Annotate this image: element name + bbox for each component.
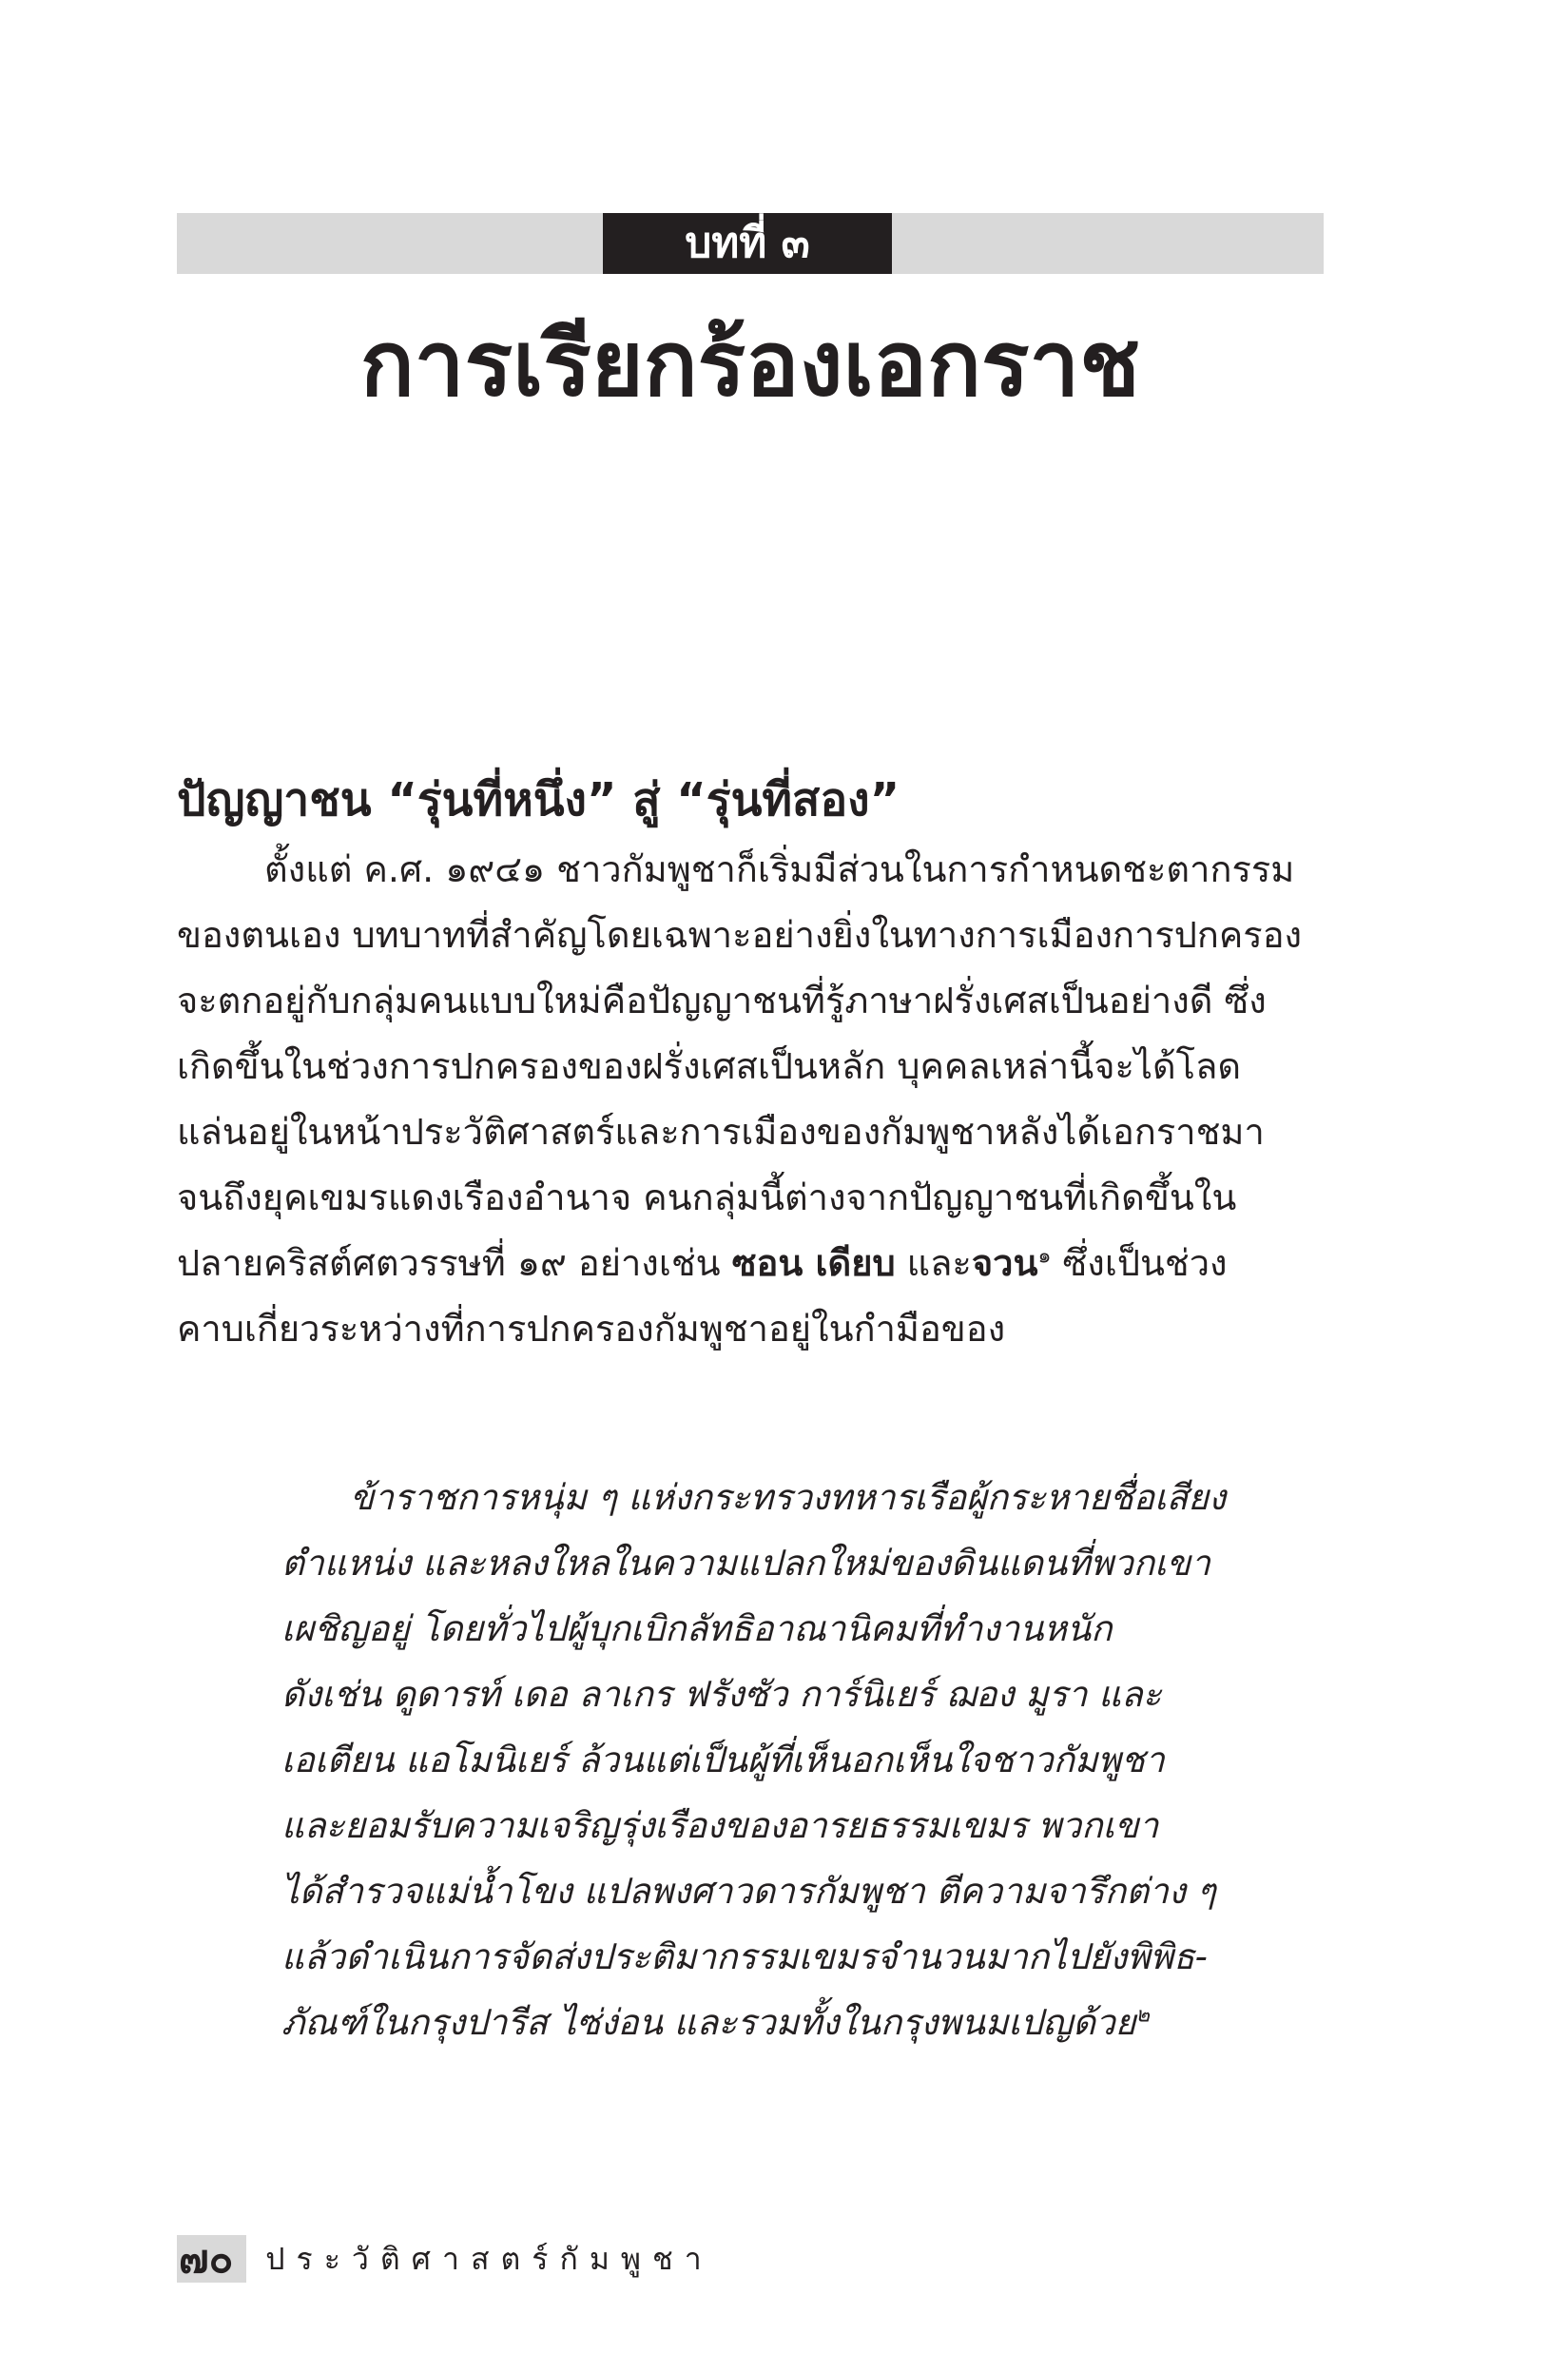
- quote-text-span: ภัณฑ์ในกรุงปารีส ไซ่ง่อน และรวมทั้งในกรุงพนมเปญด้วย: [281, 2002, 1136, 2043]
- quote-line: ดังเช่น ดูดารท์ เดอ ลาเกร ฟรังซัว การ์นิเยร์ ฌอง มูรา และ: [281, 1674, 1162, 1715]
- body-text-span: ซึ่งเป็นช่วง: [1051, 1242, 1228, 1284]
- quote-line: ได้สำรวจแม่น้ำโขง แปลพงศาวดารกัมพูชา ตีความจารึกต่าง ๆ: [281, 1871, 1216, 1912]
- quote-line: เอเตียน แอโมนิเยร์ ล้วนแต่เป็นผู้ที่เห็นอกเห็นใจชาวกัมพูชา: [281, 1740, 1165, 1780]
- body-line: ตั้งแต่ ค.ศ. ๑๙๔๑ ชาวกัมพูชาก็เริ่มมีส่วนในการกำหนดชะตากรรม: [264, 848, 1295, 890]
- body-line: แล่นอยู่ในหน้าประวัติศาสตร์และการเมืองของกัมพูชาหลังได้เอกราชมา: [177, 1111, 1265, 1153]
- body-paragraph: [177, 837, 1324, 1362]
- body-text-span: ปลายคริสต์ศตวรรษที่ ๑๙ อย่างเช่น: [177, 1242, 732, 1284]
- footnote-marker[interactable]: ๑: [1037, 1244, 1052, 1269]
- quote-line: ข้าราชการหนุ่ม ๆ แห่งกระทรวงทหารเรือผู้กระหายชื่อเสียง: [350, 1477, 1227, 1518]
- quote-line: [281, 1990, 1261, 2055]
- section-heading: ปัญญาชน “รุ่นที่หนึ่ง” สู่ “รุ่นที่สอง”: [177, 773, 900, 826]
- chapter-label: บทที่ ๓: [603, 213, 892, 274]
- block-quote: [281, 1465, 1261, 2055]
- quote-line: เผชิญอยู่ โดยทั่วไปผู้บุกเบิกลัทธิอาณานิคมที่ทำงานหนัก: [281, 1608, 1113, 1649]
- body-line: เกิดขึ้นในช่วงการปกครองของฝรั่งเศสเป็นหลัก บุคคลเหล่านี้จะได้โลด: [177, 1045, 1242, 1087]
- body-line: ของตนเอง บทบาทที่สำคัญโดยเฉพาะอย่างยิ่งในทางการเมืองการปกครอง: [177, 914, 1303, 956]
- body-line: คาบเกี่ยวระหว่างที่การปกครองกัมพูชาอยู่ในกำมือของ: [177, 1308, 1006, 1350]
- page-number: ๗๐: [177, 2235, 246, 2283]
- footnote-marker[interactable]: ๒: [1135, 2003, 1150, 2028]
- quote-line: แล้วดำเนินการจัดส่งประติมากรรมเขมรจำนวนมากไปยังพิพิธ-: [281, 1936, 1208, 1977]
- bold-name-chuon: จวน: [971, 1242, 1038, 1284]
- bold-name-son-diep: ซอน เดียบ: [731, 1242, 896, 1284]
- page-footer: [177, 2235, 713, 2283]
- body-text-span: และ: [895, 1242, 972, 1284]
- chapter-title: การเรียกร้องเอกราช: [359, 312, 1141, 417]
- body-line: [177, 1231, 1324, 1296]
- body-line: จะตกอยู่กับกลุ่มคนแบบใหม่คือปัญญาชนที่รู้ภาษาฝรั่งเศสเป็นอย่างดี ซึ่ง: [177, 980, 1267, 1021]
- quote-line: และยอมรับความเจริญรุ่งเรืองของอารยธรรมเขมร พวกเขา: [281, 1805, 1159, 1846]
- body-line: จนถึงยุคเขมรแดงเรืองอำนาจ คนกลุ่มนี้ต่างจากปัญญาชนที่เกิดขึ้นใน: [177, 1176, 1237, 1218]
- quote-line: ตำแหน่ง และหลงใหลในความแปลกใหม่ของดินแดนที่พวกเขา: [281, 1543, 1210, 1584]
- running-book-title: ประวัติศาสตร์กัมพูชา: [265, 2240, 713, 2277]
